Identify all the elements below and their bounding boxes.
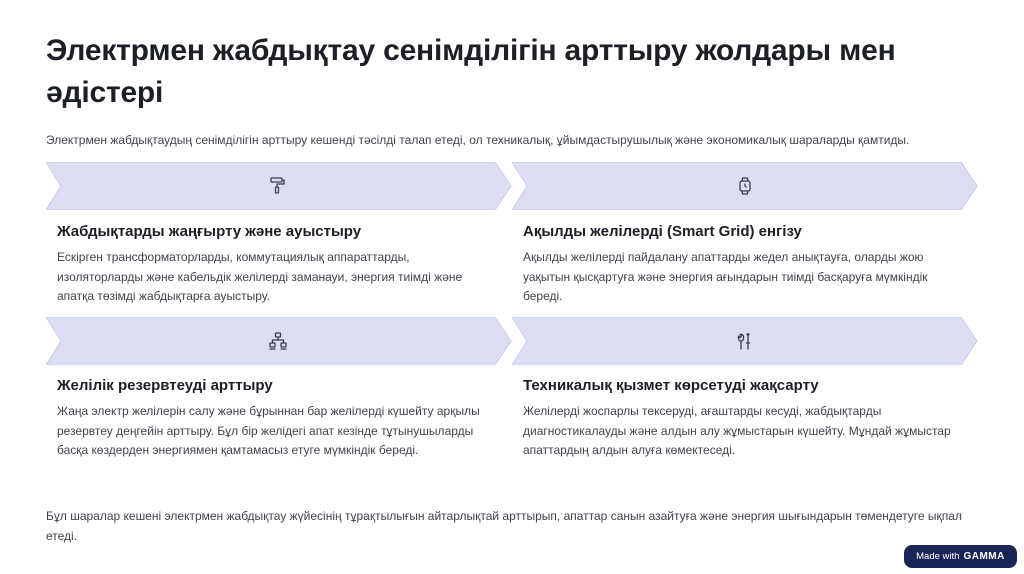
card-text-1: Ескірген трансформаторларды, коммутациялық аппараттарды, изоляторларды және кабельдік желілерді заманауи, энергия тиімді және апатқа төзімді жабдықтарға ауыстыру. [57,250,463,303]
outro-text: Бұл шаралар кешені электрмен жабдықтау жүйесінің тұрақтылығын айтарлықтай арттырып, апаттар санын азайтуға және энергия шығындарын төмендетуге ықпал етеді. [46,509,962,543]
intro-text: Электрмен жабдықтаудың сенімділігін арттыру кешенді тәсілді талап етеді, ол техникалық, ұйымдастырушылық және экономикалық шараларды қамтиды. [46,133,910,147]
card-text-3: Жаңа электр желілерін салу және бұрыннан бар желілерді күшейту арқылы резервтеу деңгейін арттыру. Бұл бір желідегі апат кезінде тұтынушыларды басқа көздерден энергиямен қамтамасыз етуге мүмкіндік береді. [57,404,480,457]
chevron-banner-2 [512,162,978,210]
badge-prefix: Made with [916,551,960,562]
card-title-2: Ақылды желілерді (Smart Grid) енгізу [523,223,802,240]
smartwatch-icon [735,176,755,196]
card-title-1: Жабдықтарды жаңғырту және ауыстыру [57,223,362,240]
chevron-banner-1 [46,162,512,210]
card-title-4: Техникалық қызмет көрсетуді жақсарту [523,377,819,394]
paint-roller-icon [268,176,288,196]
wrench-screwdriver-icon [735,331,755,351]
chevron-banner-3 [46,317,512,365]
network-icon [268,331,288,351]
made-with-gamma-badge[interactable] [904,545,1017,568]
badge-brand-logo: GAMMA [963,551,1005,562]
card-title-3: Желілік резервтеуді арттыру [57,377,273,394]
card-text-2: Ақылды желілерді пайдалану апаттарды жедел анықтауға, оларды жою уақытын қысқартуға және энергия ағындарын тиімді басқаруға мүмкіндік береді. [523,250,928,303]
card-text-4: Желілерді жоспарлы тексеруді, ағаштарды кесуді, жабдықтарды диагностикалауды және алдын алу жұмыстарын күшейту. Мұндай жұмыстар апаттардың алдын алуға көмектеседі. [523,404,951,457]
chevron-banner-4 [512,317,978,365]
page-title: Электрмен жабдықтау сенімділігін арттыру жолдары мен әдістері [46,34,896,109]
